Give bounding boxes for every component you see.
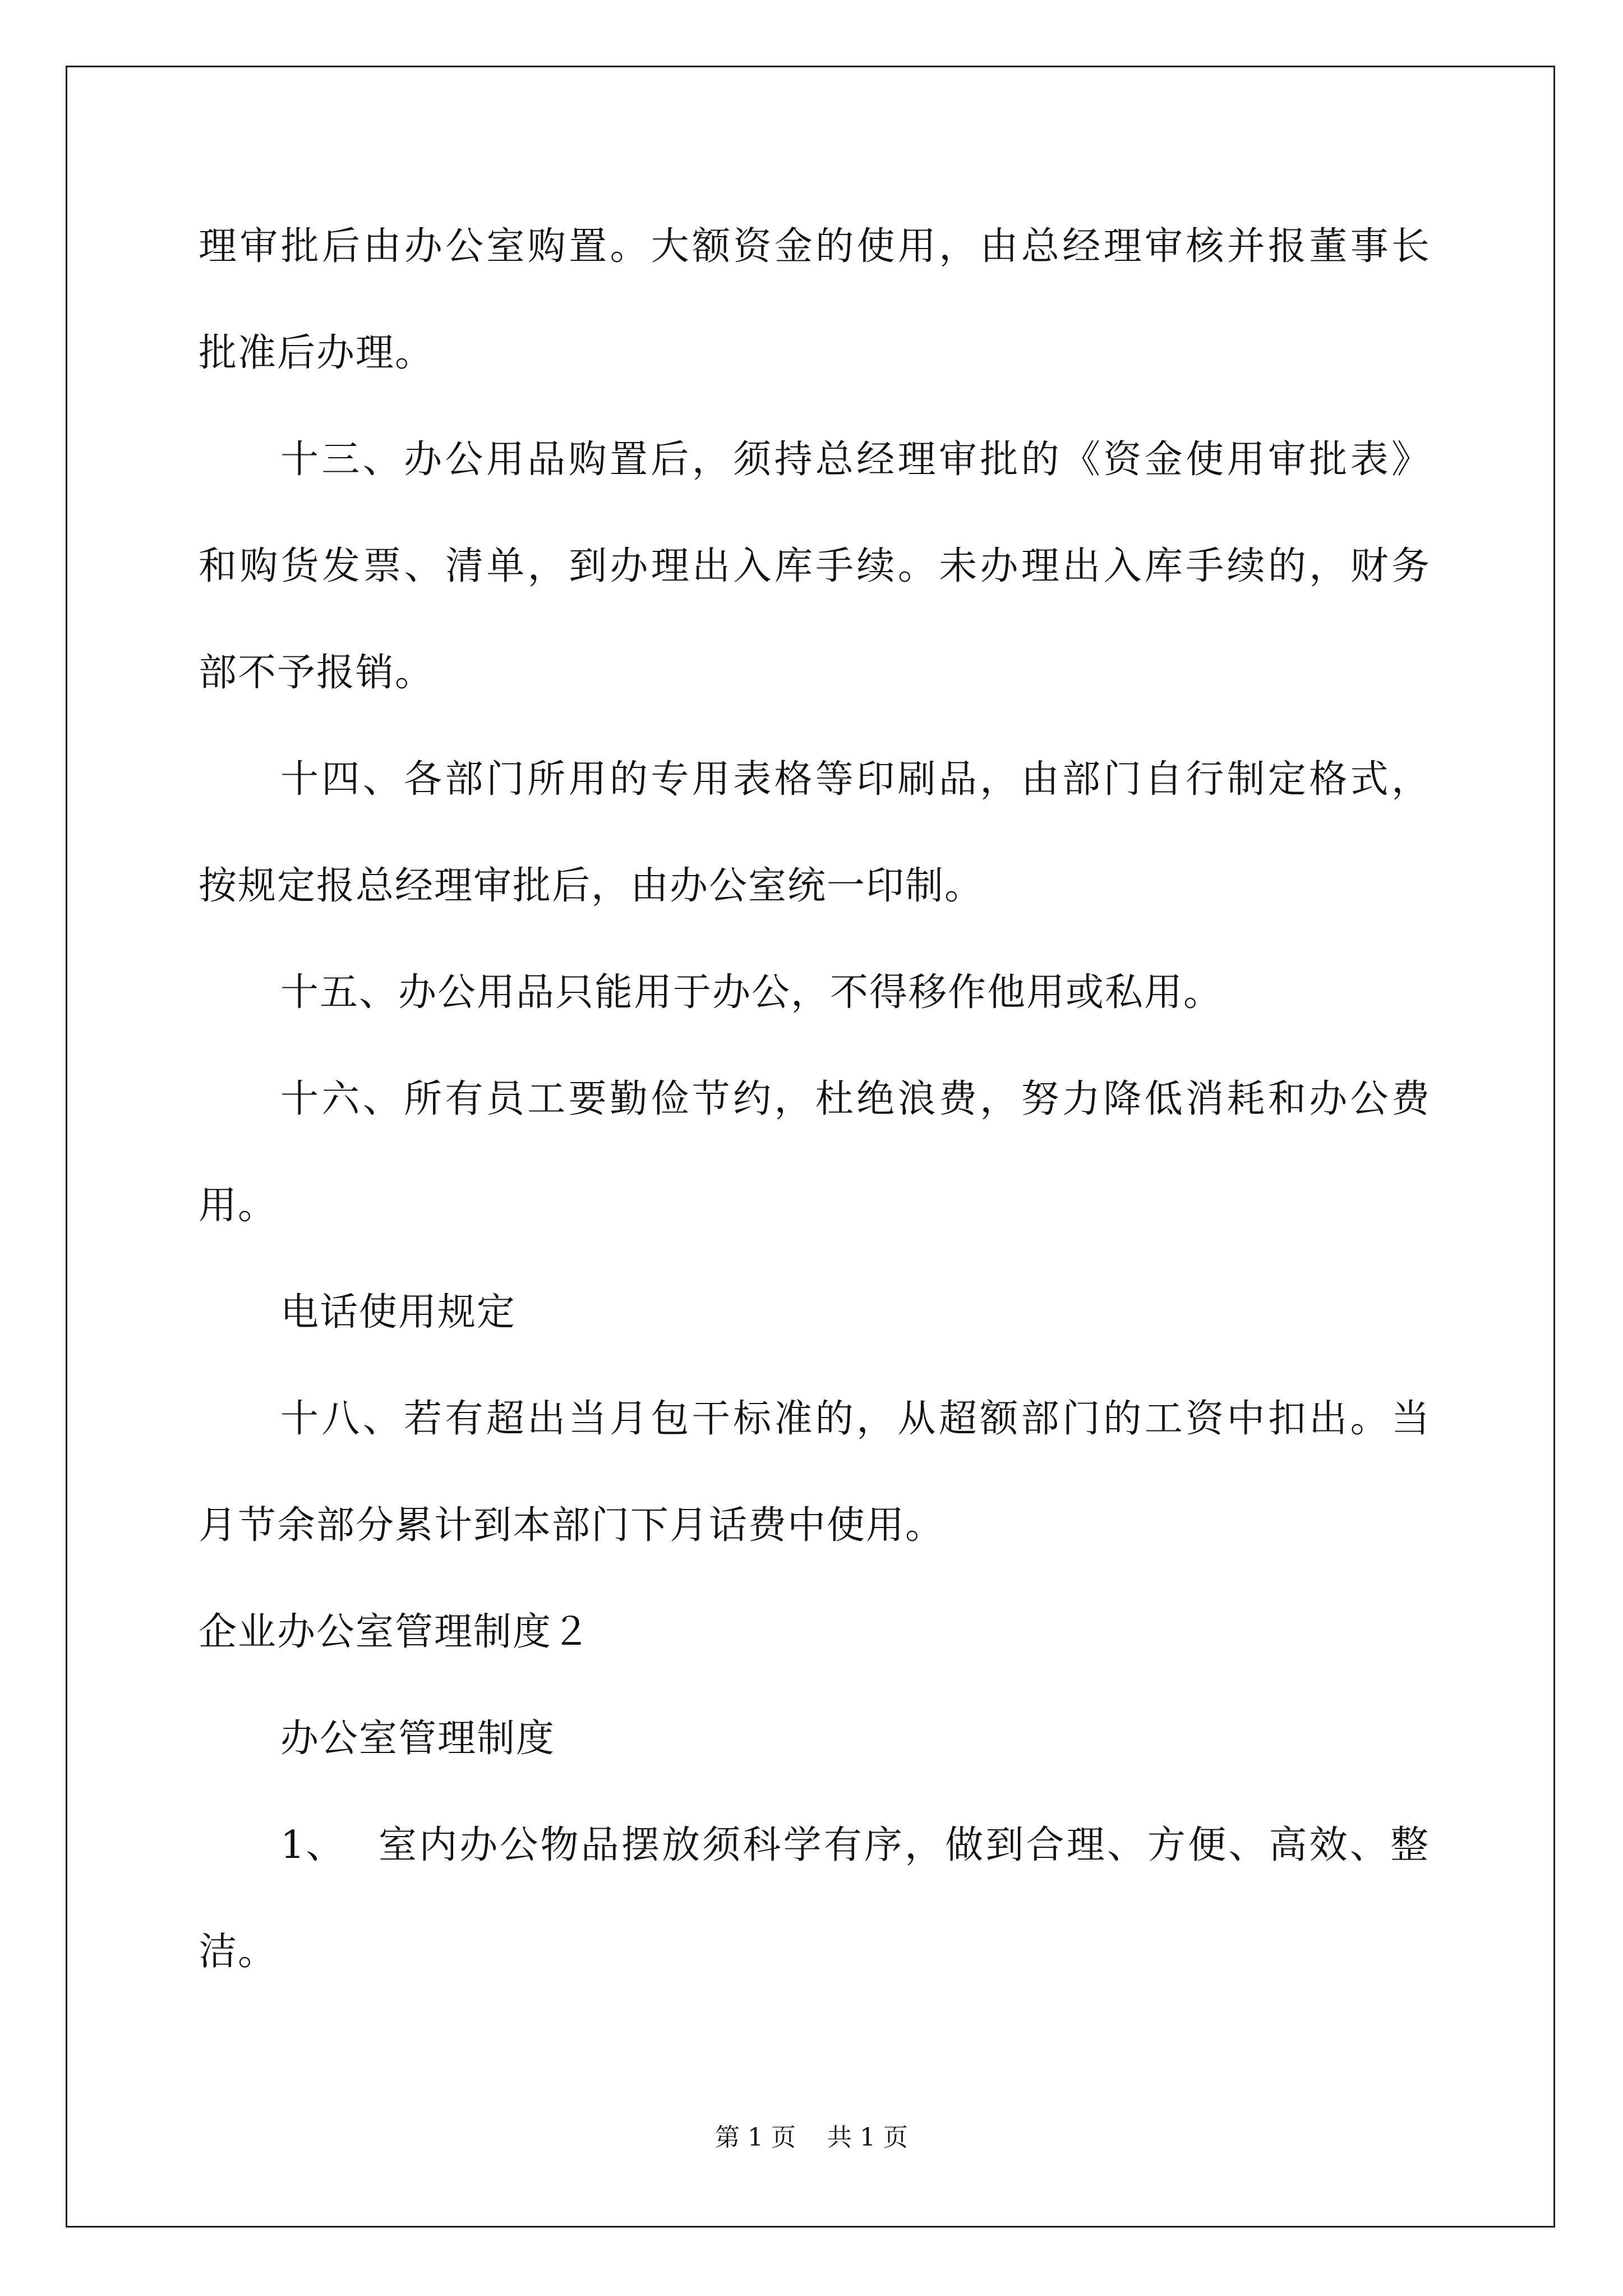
page-border (66, 66, 1555, 2228)
list-item-1 (280, 1823, 1430, 1868)
body-line-3: 十三、办公用品购置后，须持总经理审批的《资金使用审批表》 (280, 438, 1430, 482)
body-line-2: 批准后办理。 (199, 331, 435, 375)
page-footer: 第 1 页 共 1 页 (715, 2123, 908, 2152)
body-line-7: 按规定报总经理审批后，由办公室统一印制。 (199, 864, 984, 908)
body-line-9: 十六、所有员工要勤俭节约，杜绝浪费，努力降低消耗和办公费 (280, 1077, 1430, 1121)
body-line-8: 十五、办公用品只能用于办公，不得移作他用或私用。 (280, 970, 1223, 1015)
body-line-13: 月节余部分累计到本部门下月话费中使用。 (199, 1503, 945, 1548)
list-item-text: 室内办公物品摆放须科学有序，做到合理、方便、高效、整 (379, 1823, 1430, 1867)
body-line-6: 十四、各部门所用的专用表格等印刷品，由部门自行制定格式， (280, 757, 1430, 802)
list-number: 1、 (280, 1823, 345, 1867)
body-line-1: 理审批后由办公室购置。大额资金的使用，由总经理审核并报董事长 (199, 224, 1430, 269)
body-line-10: 用。 (199, 1184, 278, 1228)
section-heading-office: 办公室管理制度 (280, 1717, 556, 1761)
body-line-17: 洁。 (199, 1930, 278, 1974)
document-title-2: 企业办公室管理制度２ (199, 1610, 592, 1654)
body-line-5: 部不予报销。 (199, 651, 435, 695)
section-heading-phone: 电话使用规定 (280, 1290, 517, 1335)
body-line-12: 十八、若有超出当月包干标准的，从超额部门的工资中扣出。当 (280, 1397, 1430, 1441)
body-line-4: 和购货发票、清单，到办理出入库手续。未办理出入库手续的，财务 (199, 544, 1430, 588)
